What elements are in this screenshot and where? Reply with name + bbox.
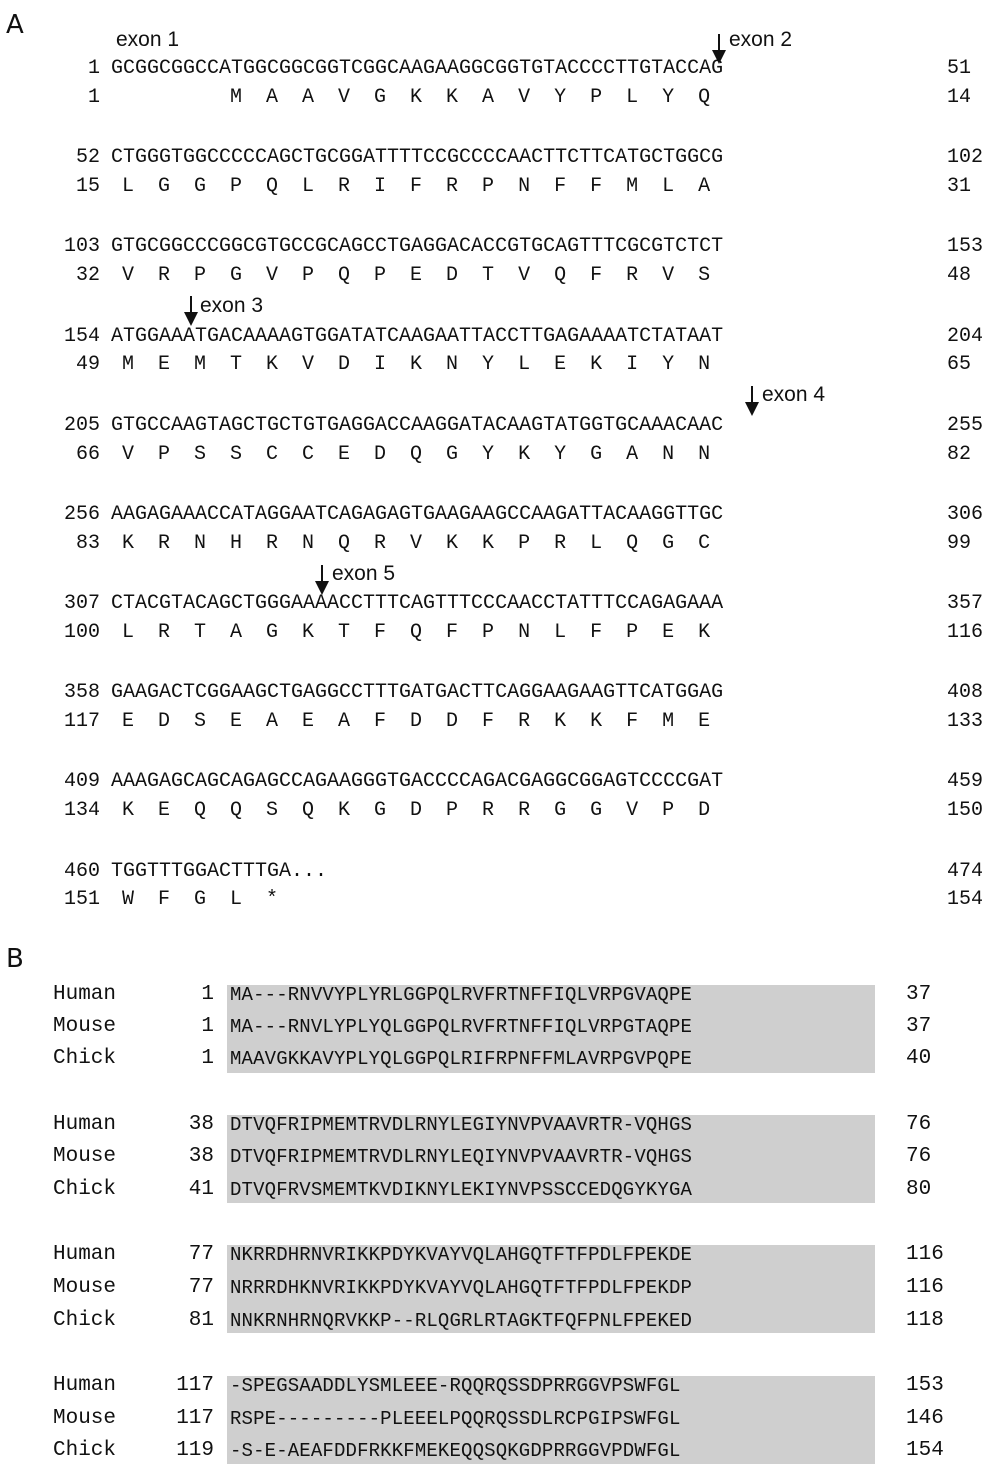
nt-end: 357 xyxy=(947,592,984,615)
aa-seq: L R T A G K T F Q F P N L F P E K xyxy=(122,621,711,644)
species-name: Human xyxy=(53,983,117,1006)
nt-start: 1 xyxy=(87,57,100,80)
nt-start: 103 xyxy=(63,235,100,258)
species-name: Human xyxy=(53,1113,117,1136)
row-start: 77 xyxy=(188,1243,214,1266)
nt-seq: AAGAGAAACCATAGGAATCAGAGAGTGAAGAAGCCAAGATTACAAGGTTGC xyxy=(111,503,724,526)
row-start: 1 xyxy=(201,983,214,1006)
aa-end: 14 xyxy=(947,86,972,109)
row-end: 80 xyxy=(906,1178,932,1201)
row-end: 116 xyxy=(906,1276,944,1299)
nt-end: 51 xyxy=(947,57,972,80)
exon-1-label: exon 1 xyxy=(116,28,180,51)
species-name: Chick xyxy=(53,1309,117,1332)
row-seq: MA---RNVLYPLYQLGGPQLRVFRTNFFIQLVRPGTAQPE xyxy=(230,1016,693,1038)
row-end: 76 xyxy=(906,1145,932,1168)
nt-end: 204 xyxy=(947,325,984,348)
species-name: Human xyxy=(53,1374,117,1397)
aa-seq: V P S S C C E D Q G Y K Y G A N N xyxy=(122,443,711,466)
aa-end: 150 xyxy=(947,799,984,822)
aa-end: 133 xyxy=(947,710,984,733)
aa-seq: W F G L * xyxy=(122,888,279,911)
nt-seq: GTGCCAAGTAGCTGCTGTGAGGACCAAGGATACAAGTATGGTGCAAACAAC xyxy=(111,414,724,437)
nt-start: 52 xyxy=(75,146,100,169)
aa-seq: E D S E A E A F D D F R K K F M E xyxy=(122,710,711,733)
row-end: 153 xyxy=(906,1374,944,1397)
exon-5-arrow-icon xyxy=(315,565,329,595)
aa-seq: M A A V G K K A V Y P L Y Q xyxy=(122,86,711,109)
aa-end: 82 xyxy=(947,443,972,466)
row-seq: MA---RNVVYPLYRLGGPQLRVFRTNFFIQLVRPGVAQPE xyxy=(230,984,693,1006)
species-name: Chick xyxy=(53,1439,117,1462)
exon-3-label: exon 3 xyxy=(200,294,264,317)
row-seq: DTVQFRIPMEMTRVDLRNYLEQIYNVPVAAVRTR-VQHGS xyxy=(230,1146,693,1168)
species-name: Mouse xyxy=(53,1145,117,1168)
row-start: 117 xyxy=(176,1374,214,1397)
aa-start: 134 xyxy=(63,799,100,822)
nt-start: 154 xyxy=(63,325,100,348)
nt-end: 153 xyxy=(947,235,984,258)
aa-start: 15 xyxy=(75,175,100,198)
aa-start: 151 xyxy=(63,888,100,911)
aa-end: 154 xyxy=(947,888,984,911)
row-start: 41 xyxy=(188,1178,214,1201)
row-seq: NRRRDHKNVRIKKPDYKVAYVQLAHGQTFTFPDLFPEKDP xyxy=(230,1277,693,1299)
nt-seq: TGGTTTGGACTTTGA... xyxy=(111,860,328,883)
species-name: Mouse xyxy=(53,1407,117,1430)
nt-seq: CTGGGTGGCCCCCAGCTGCGGATTTTCCGCCCCAACTTCTTCATGCTGGCG xyxy=(111,146,724,169)
nt-end: 306 xyxy=(947,503,984,526)
aa-end: 48 xyxy=(947,264,972,287)
row-seq: -S-E-AEAFDDFRKKFMEKEQQSQKGDPRRGGVPDWFGL xyxy=(230,1440,681,1462)
aa-start: 1 xyxy=(87,86,100,109)
exon-3-arrow-icon xyxy=(184,296,198,326)
nt-start: 256 xyxy=(63,503,100,526)
row-start: 38 xyxy=(188,1145,214,1168)
exon-4-arrow-icon xyxy=(745,386,759,416)
nt-start: 409 xyxy=(63,770,100,793)
nt-start: 358 xyxy=(63,681,100,704)
nt-end: 474 xyxy=(947,860,984,883)
species-name: Mouse xyxy=(53,1276,117,1299)
row-start: 1 xyxy=(201,1047,214,1070)
nt-seq: GCGGCGGCCATGGCGGCGGTCGGCAAGAAGGCGGTGTACCCCTTGTACCAG xyxy=(111,57,724,80)
row-end: 146 xyxy=(906,1407,944,1430)
row-start: 117 xyxy=(176,1407,214,1430)
exon-5-label: exon 5 xyxy=(332,562,396,585)
nt-start: 205 xyxy=(63,414,100,437)
panel-a-label: A xyxy=(6,10,24,40)
nt-seq: AAAGAGCAGCAGAGCCAGAAGGGTGACCCCAGACGAGGCGGAGTCCCCGAT xyxy=(111,770,724,793)
aa-end: 65 xyxy=(947,353,972,376)
species-name: Chick xyxy=(53,1178,117,1201)
species-name: Chick xyxy=(53,1047,117,1070)
row-end: 118 xyxy=(906,1309,944,1332)
aa-seq: M E M T K V D I K N Y L E K I Y N xyxy=(122,353,711,376)
nt-seq: GTGCGGCCCGGCGTGCCGCAGCCTGAGGACACCGTGCAGTTTCGCGTCTCT xyxy=(111,235,724,258)
aa-start: 49 xyxy=(75,353,100,376)
aa-end: 99 xyxy=(947,532,972,555)
exon-2-label: exon 2 xyxy=(729,28,793,51)
row-end: 37 xyxy=(906,1015,932,1038)
aa-seq: K E Q Q S Q K G D P R R G G V P D xyxy=(122,799,711,822)
row-seq: DTVQFRIPMEMTRVDLRNYLEGIYNVPVAAVRTR-VQHGS xyxy=(230,1114,693,1136)
row-end: 154 xyxy=(906,1439,944,1462)
nt-end: 255 xyxy=(947,414,984,437)
row-start: 81 xyxy=(188,1309,214,1332)
species-name: Human xyxy=(53,1243,117,1266)
row-start: 1 xyxy=(201,1015,214,1038)
nt-seq: CTACGTACAGCTGGGAAAACCTTTCAGTTTCCCAACCTATTTCCAGAGAAA xyxy=(111,592,724,615)
row-seq: NNKRNHRNQRVKKP--RLQGRLRTAGKTFQFPNLFPEKED xyxy=(230,1310,693,1332)
row-end: 37 xyxy=(906,983,932,1006)
aa-seq: V R P G V P Q P E D T V Q F R V S xyxy=(122,264,711,287)
row-start: 77 xyxy=(188,1276,214,1299)
aa-seq: K R N H R N Q R V K K P R L Q G C xyxy=(122,532,711,555)
aa-start: 83 xyxy=(75,532,100,555)
row-end: 40 xyxy=(906,1047,932,1070)
aa-end: 116 xyxy=(947,621,984,644)
row-start: 38 xyxy=(188,1113,214,1136)
row-seq: NKRRDHRNVRIKKPDYKVAYVQLAHGQTFTFPDLFPEKDE xyxy=(230,1244,693,1266)
nt-end: 102 xyxy=(947,146,984,169)
row-end: 116 xyxy=(906,1243,944,1266)
nt-seq: ATGGAAATGACAAAAGTGGATATCAAGAATTACCTTGAGAAAATCTATAAT xyxy=(111,325,724,348)
row-seq: -SPEGSAADDLYSMLEEE-RQQRQSSDPRRGGVPSWFGL xyxy=(230,1375,681,1397)
aa-start: 117 xyxy=(63,710,100,733)
aa-start: 66 xyxy=(75,443,100,466)
aa-start: 100 xyxy=(63,621,100,644)
nt-end: 408 xyxy=(947,681,984,704)
aa-start: 32 xyxy=(75,264,100,287)
panel-b-label: B xyxy=(6,944,24,974)
nt-end: 459 xyxy=(947,770,984,793)
row-seq: MAAVGKKAVYPLYQLGGPQLRIFRPNFFMLAVRPGVPQPE xyxy=(230,1048,693,1070)
aa-seq: L G G P Q L R I F R P N F F M L A xyxy=(122,175,711,198)
aa-end: 31 xyxy=(947,175,972,198)
nt-seq: GAAGACTCGGAAGCTGAGGCCTTTGATGACTTCAGGAAGAAGTTCATGGAG xyxy=(111,681,724,704)
exon-4-label: exon 4 xyxy=(762,383,826,406)
row-seq: RSPE---------PLEEELPQQRQSSDLRCPGIPSWFGL xyxy=(230,1408,681,1430)
nt-start: 307 xyxy=(63,592,100,615)
nt-start: 460 xyxy=(63,860,100,883)
row-start: 119 xyxy=(176,1439,214,1462)
row-end: 76 xyxy=(906,1113,932,1136)
species-name: Mouse xyxy=(53,1015,117,1038)
row-seq: DTVQFRVSMEMTKVDIKNYLEKIYNVPSSCCEDQGYKYGA xyxy=(230,1179,693,1201)
